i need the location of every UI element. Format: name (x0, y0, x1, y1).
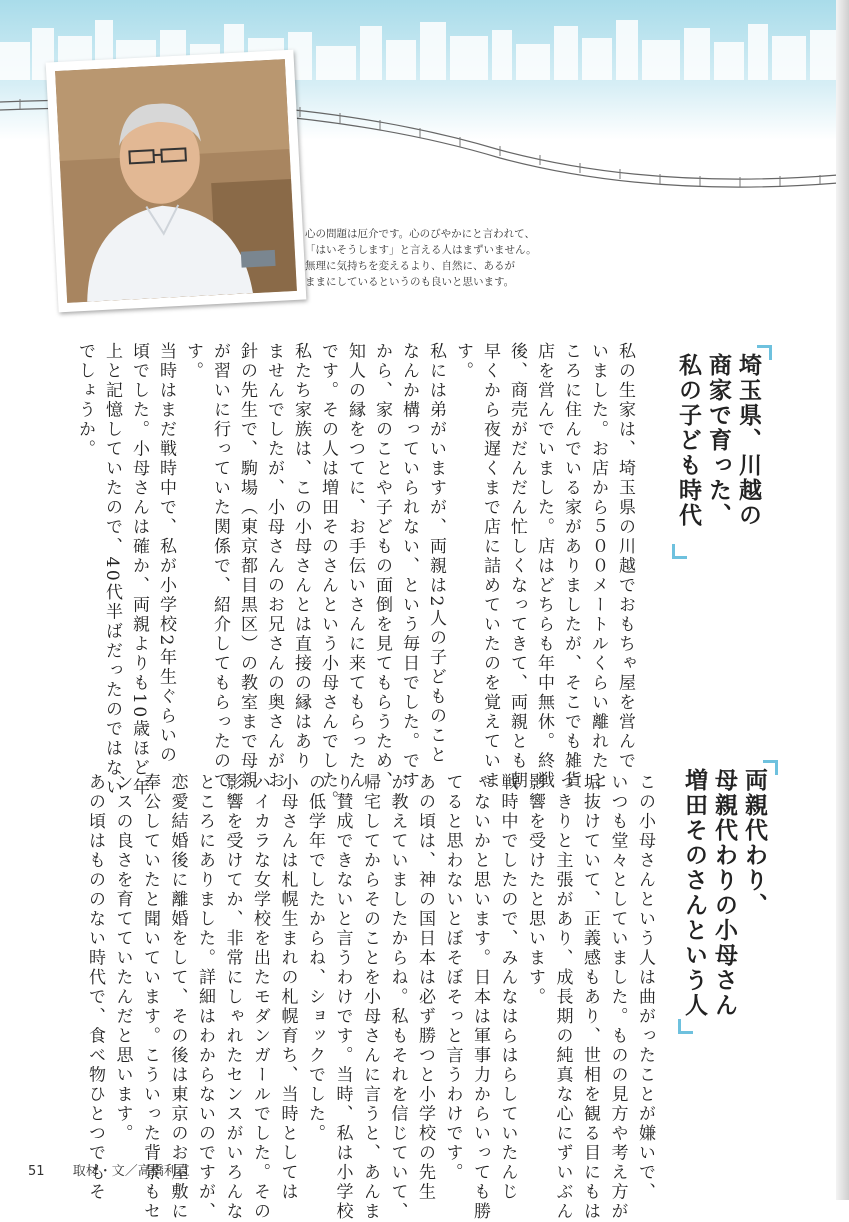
heading-line: 母親代わりの小母さん (713, 768, 736, 1018)
text-column: あの頃はもののない時代で、食べ物ひとつでもそ (86, 773, 103, 1202)
heading-line: 増田そのさんという人 (683, 768, 706, 1018)
caption-line: 心の問題は厄介です。心のびやかにと言われて、 (305, 226, 545, 242)
text-column: 小母さんは札幌生まれの札幌育ち、当時としては (279, 773, 296, 1202)
text-column: が教えていましたからね。私もそれを信じていて、 (389, 773, 406, 1222)
text-column: が習いに行っていた関係で、紹介してもらったので (211, 342, 228, 791)
text-column: 戦時中でしたので、みんなはらはらしていたんじ (499, 773, 516, 1202)
heading-line: 埼玉県、川越の (737, 353, 760, 528)
heading-bracket-bottom (672, 544, 687, 559)
text-column: です。その人は増田そのさんという小母さんでした。 (319, 342, 336, 810)
page-footer (28, 1160, 214, 1179)
text-column: ゃないかと思います。日本は軍事力からいっても勝 (471, 773, 488, 1222)
text-column: 奉公していたと聞いています。こういった背景もセ (141, 773, 158, 1222)
section2-heading (678, 760, 778, 1020)
text-column: 知人の縁をつてに、お手伝いさんに来てもらったん (346, 342, 363, 791)
heading-bracket-bottom (678, 1019, 693, 1034)
caption-line: 「はいそうします」と言える人はまずいません。 (305, 242, 545, 258)
text-column: 私の生家は、埼玉県の川越でおもちゃ屋を営んで (616, 342, 633, 771)
text-column: ませんでしたが、小母さんのお兄さんの奥さんがお (265, 342, 282, 791)
page-gutter-shadow (836, 0, 849, 1200)
text-column: 針の先生で、駒場（東京都目黒区）の教室まで母親 (238, 342, 255, 791)
text-column: ころに住んでいる家がありましたが、そこでも雑貨 (562, 342, 579, 791)
text-column: り賛成できないと言うわけです。当時、私は小学校 (334, 773, 351, 1222)
section1-heading (672, 345, 772, 545)
text-column: 影響を受けたと思います。 (526, 773, 543, 1007)
text-column: 私には弟がいますが、両親は2人の子どものこと (427, 342, 444, 765)
text-column: でしょうか。 (76, 342, 93, 459)
caption-line: 無理に気持ちを変えるより、自然に、あるが (305, 258, 545, 274)
text-column: いつも堂々としていました。ものの見方や考え方が (609, 773, 626, 1222)
text-column: この小母さんという人は曲がったことが嫌いで、 (636, 773, 653, 1202)
interviewee-photo (55, 59, 297, 303)
photo-frame (46, 50, 307, 313)
text-column: 私たち家族は、この小母さんとは直接の縁はあり (292, 342, 309, 771)
text-column: あの頃は、神の国日本は必ず勝つと小学校の先生 (416, 773, 433, 1202)
text-column: 当時はまだ戦時中で、私が小学校2年生ぐらいの (157, 342, 174, 765)
text-column: 頃でした。小母さんは確か、両親よりも10歳ほど年 (130, 342, 147, 798)
text-column: 早くから夜遅くまで店に詰めていたのを覚えていま (481, 342, 498, 791)
text-column: す。 (184, 342, 201, 381)
text-column: 影響を受けてか、非常にしゃれたセンスがいろんな (224, 773, 241, 1222)
heading-line: 両親代わり、 (743, 768, 766, 918)
heading-line: 私の子ども時代 (677, 353, 700, 528)
text-column: 店を営んでいました。店はどちらも年中無休。終戦 (535, 342, 552, 791)
author-credit: 取材・文／高橋利直 (73, 1164, 190, 1179)
text-column: てると思わないとぼそぼそっと言うわけです。 (444, 773, 461, 1183)
text-column: なんか構っていられない、という毎日でした。です (400, 342, 417, 791)
text-column: 垢抜けていて、正義感もあり、世相を観る目にもは (581, 773, 598, 1222)
text-column: ところにありました。詳細はわからないのですが、 (196, 773, 213, 1222)
text-column: ンスの良さを育てていたんだと思います。 (114, 773, 131, 1144)
heading-line: 商家で育った、 (707, 353, 730, 528)
text-column: から、家のことや子どもの面倒を見てもらうため、 (373, 342, 390, 791)
text-column: いました。お店から５００メートルくらい離れたと (589, 342, 606, 791)
text-column: の低学年でしたからね、ショックでした。 (306, 773, 323, 1144)
text-column: 恋愛結婚後に離婚をして、その後は東京のお屋敷に (169, 773, 186, 1222)
page-number: 51 (28, 1164, 45, 1179)
caption-line: ままにしているというのも良いと思います。 (305, 274, 545, 290)
photo-caption (305, 226, 545, 290)
text-column: 帰宅してからそのことを小母さんに言うと、あんま (361, 773, 378, 1222)
text-column: ハイカラな女学校を出たモダンガールでした。その (251, 773, 268, 1222)
photo-illustration (55, 59, 297, 303)
text-column: っきりと主張があり、成長期の純真な心にずいぶん (554, 773, 571, 1222)
text-column: 上と記憶していたので、40代半ばだったのではない (103, 342, 120, 798)
text-column: す。 (454, 342, 471, 381)
text-column: 後、商売がだんだん忙しくなってきて、両親とも朝 (508, 342, 525, 791)
